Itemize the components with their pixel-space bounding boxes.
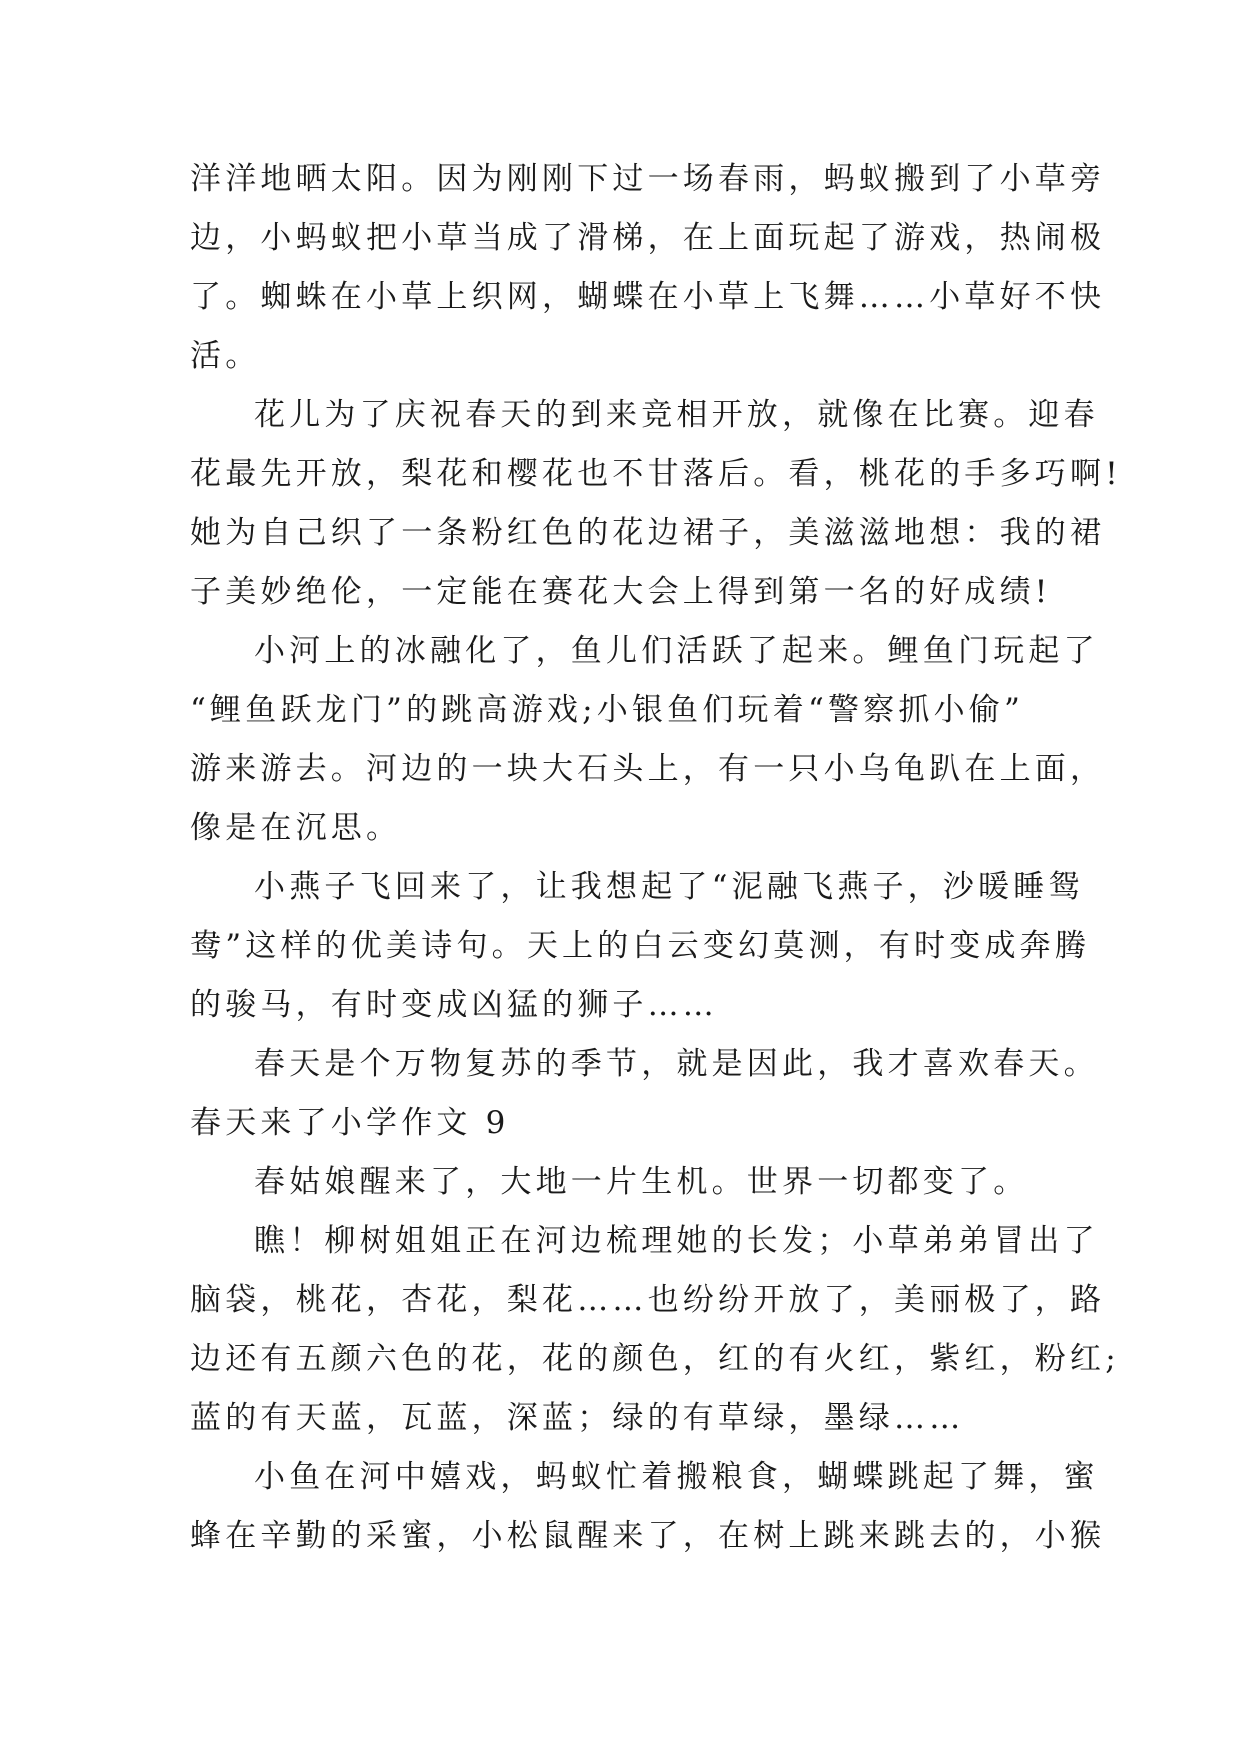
text-line: 了。蜘蛛在小草上织网，蝴蝶在小草上飞舞……小草好不快 <box>190 279 1106 315</box>
text-line: 蓝的有天蓝，瓦蓝，深蓝；绿的有草绿，墨绿…… <box>190 1400 965 1436</box>
text-line: 小燕子飞回来了，让我想起了“泥融飞燕子，沙暖睡鸳 <box>254 869 1084 905</box>
text-line: 春姑娘醒来了，大地一片生机。世界一切都变了。 <box>254 1164 1029 1200</box>
text-line: 春天是个万物复苏的季节，就是因此，我才喜欢春天。 <box>254 1046 1099 1082</box>
text-line: 她为自己织了一条粉红色的花边裙子，美滋滋地想：我的裙 <box>190 515 1106 551</box>
text-line: 蜂在辛勤的采蜜，小松鼠醒来了，在树上跳来跳去的，小猴 <box>190 1518 1106 1554</box>
text-line: 脑袋，桃花，杏花，梨花……也纷纷开放了，美丽极了，路 <box>190 1282 1106 1318</box>
text-line: 小河上的冰融化了，鱼儿们活跃了起来。鲤鱼门玩起了 <box>254 633 1099 669</box>
text-line: 的骏马，有时变成凶猛的狮子…… <box>190 987 718 1023</box>
text-line: 花儿为了庆祝春天的到来竞相开放，就像在比赛。迎春 <box>254 397 1099 433</box>
text-line: 花最先开放，梨花和樱花也不甘落后。看，桃花的手多巧啊! <box>190 456 1122 492</box>
text-line: 边，小蚂蚁把小草当成了滑梯，在上面玩起了游戏，热闹极 <box>190 220 1106 256</box>
text-line: “鲤鱼跃龙门”的跳高游戏;小银鱼们玩着“警察抓小偷” <box>190 692 1025 728</box>
article-body <box>190 150 1122 1566</box>
text-line: 子美妙绝伦，一定能在赛花大会上得到第一名的好成绩! <box>190 574 1052 610</box>
text-line: 小鱼在河中嬉戏，蚂蚁忙着搬粮食，蝴蝶跳起了舞，蜜 <box>254 1459 1099 1495</box>
text-line: 活。 <box>190 338 261 374</box>
text-line: 洋洋地晒太阳。因为刚刚下过一场春雨，蚂蚁搬到了小草旁 <box>190 161 1106 197</box>
section-heading: 春天来了小学作文 9 <box>190 1105 510 1141</box>
text-line: 边还有五颜六色的花，花的颜色，红的有火红，紫红，粉红; <box>190 1341 1120 1377</box>
text-line: 瞧！柳树姐姐正在河边梳理她的长发；小草弟弟冒出了 <box>254 1223 1099 1259</box>
text-line: 游来游去。河边的一块大石头上，有一只小乌龟趴在上面， <box>190 751 1106 787</box>
text-line: 鸯”这样的优美诗句。天上的白云变幻莫测，有时变成奔腾 <box>190 928 1091 964</box>
text-line: 像是在沉思。 <box>190 810 402 846</box>
